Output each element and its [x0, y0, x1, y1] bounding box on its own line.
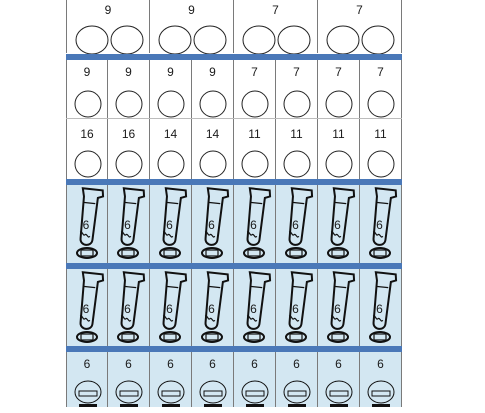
slot-r5-c2[interactable]	[108, 269, 150, 346]
slot-r3-c2[interactable]	[108, 119, 150, 179]
slot-count: 11	[248, 127, 261, 141]
slot-count: 7	[377, 65, 384, 79]
slot-r4-c4[interactable]	[192, 185, 234, 263]
slot-count: 7	[356, 3, 363, 17]
row-6	[66, 352, 402, 407]
circle-icon	[67, 119, 109, 179]
circle-icon	[234, 119, 276, 179]
slot-r4-c6[interactable]	[276, 185, 318, 263]
slot-r3-c1[interactable]	[66, 119, 108, 179]
slot-count: 6	[250, 218, 257, 232]
circle-icon	[108, 119, 150, 179]
slot-count: 6	[292, 302, 299, 316]
slot-r2-c1[interactable]	[66, 60, 108, 118]
slot-count: 6	[208, 302, 215, 316]
bottom-edge	[66, 407, 402, 413]
slot-r3-c6[interactable]	[276, 119, 318, 179]
slot-count: 6	[334, 302, 341, 316]
circle-icon	[360, 119, 402, 179]
slot-count: 6	[334, 218, 341, 232]
slot-r5-c4[interactable]	[192, 269, 234, 346]
circle-icon	[318, 119, 360, 179]
slot-count: 16	[80, 127, 94, 141]
row-4	[66, 185, 402, 263]
slot-count: 9	[104, 3, 112, 17]
slot-r1-c2[interactable]	[150, 0, 234, 53]
slot-count: 6	[124, 302, 131, 316]
slot-r5-c6[interactable]	[276, 269, 318, 346]
slot-count: 6	[335, 357, 342, 371]
slot-count: 6	[376, 218, 383, 232]
cup-icon	[108, 352, 150, 407]
slot-count: 6	[208, 218, 215, 232]
slot-count: 14	[163, 127, 178, 141]
slot-count: 11	[290, 127, 303, 141]
slot-count: 6	[166, 302, 173, 316]
slot-count: 7	[251, 65, 258, 79]
slot-r3-c3[interactable]	[150, 119, 192, 179]
slot-count: 14	[205, 127, 220, 141]
slot-count: 6	[377, 357, 384, 371]
cup-icon	[276, 352, 318, 407]
slot-r2-c2[interactable]	[108, 60, 150, 118]
slot-count: 9	[83, 65, 91, 79]
slot-count: 6	[251, 357, 258, 371]
slot-r4-c1[interactable]	[66, 185, 108, 263]
cup-icon	[192, 352, 234, 407]
slot-r4-c2[interactable]	[108, 185, 150, 263]
slot-count: 9	[125, 65, 132, 79]
slot-count: 6	[124, 218, 131, 232]
slot-count: 6	[293, 357, 300, 371]
circle-icon	[67, 60, 109, 118]
slot-r5-c7[interactable]	[318, 269, 360, 346]
slot-r2-c4[interactable]	[192, 60, 234, 118]
slot-r5-c1[interactable]	[66, 269, 108, 346]
slot-count: 11	[332, 127, 345, 141]
slot-r6-c4[interactable]	[192, 352, 234, 407]
slot-count: 9	[167, 65, 174, 79]
circle-icon	[360, 60, 402, 118]
slot-r6-c2[interactable]	[108, 352, 150, 407]
slot-r5-c5[interactable]	[234, 269, 276, 346]
slot-count: 6	[167, 357, 174, 371]
slot-count: 7	[335, 65, 342, 79]
slot-count: 6	[83, 357, 91, 371]
slot-count: 6	[166, 218, 173, 232]
slot-r6-c5[interactable]	[234, 352, 276, 407]
slot-r2-c8[interactable]	[360, 60, 402, 118]
double-circle-icon	[234, 0, 318, 53]
row-2	[66, 60, 402, 118]
slot-count: 9	[209, 65, 216, 79]
slot-r5-c8[interactable]	[360, 269, 402, 346]
slot-r4-c8[interactable]	[360, 185, 402, 263]
slot-count: 16	[121, 127, 136, 141]
slot-r6-c8[interactable]	[360, 352, 402, 407]
slot-r6-c3[interactable]	[150, 352, 192, 407]
slot-r4-c3[interactable]	[150, 185, 192, 263]
slot-r6-c1[interactable]	[66, 352, 108, 407]
slot-count: 11	[374, 127, 387, 141]
slot-r1-c3[interactable]	[234, 0, 318, 53]
circle-icon	[192, 60, 234, 118]
slot-r6-c7[interactable]	[318, 352, 360, 407]
slot-count: 6	[292, 218, 299, 232]
cup-icon	[67, 352, 109, 407]
slot-r3-c4[interactable]	[192, 119, 234, 179]
slot-count: 7	[293, 65, 300, 79]
slot-grid	[66, 0, 402, 413]
slot-count: 6	[250, 302, 257, 316]
slot-r1-c4[interactable]	[318, 0, 402, 53]
double-circle-icon	[318, 0, 402, 53]
cup-icon	[318, 352, 360, 407]
circle-icon	[108, 60, 150, 118]
slot-r2-c3[interactable]	[150, 60, 192, 118]
circle-icon	[234, 60, 276, 118]
cup-icon	[360, 352, 402, 407]
slot-r1-c1[interactable]	[66, 0, 150, 53]
double-circle-icon	[150, 0, 234, 53]
circle-icon	[276, 119, 318, 179]
row-1	[66, 0, 402, 53]
slot-r6-c6[interactable]	[276, 352, 318, 407]
slot-r5-c3[interactable]	[150, 269, 192, 346]
double-circle-icon	[67, 0, 151, 53]
circle-icon	[150, 119, 192, 179]
slot-r3-c7[interactable]	[318, 119, 360, 179]
circle-icon	[276, 60, 318, 118]
slot-r2-c7[interactable]	[318, 60, 360, 118]
slot-r2-c5[interactable]	[234, 60, 276, 118]
slot-r3-c5[interactable]	[234, 119, 276, 179]
cup-icon	[150, 352, 192, 407]
slot-r2-c6[interactable]	[276, 60, 318, 118]
slot-count: 6	[125, 357, 132, 371]
slot-count: 6	[376, 302, 383, 316]
circle-icon	[318, 60, 360, 118]
slot-count: 6	[82, 302, 90, 316]
circle-icon	[192, 119, 234, 179]
slot-r4-c7[interactable]	[318, 185, 360, 263]
row-3	[66, 118, 402, 179]
slot-count: 6	[209, 357, 216, 371]
circle-icon	[150, 60, 192, 118]
slot-count: 9	[188, 3, 195, 17]
row-5	[66, 269, 402, 346]
cup-icon	[234, 352, 276, 407]
slot-count: 6	[82, 218, 90, 232]
slot-r4-c5[interactable]	[234, 185, 276, 263]
slot-r3-c8[interactable]	[360, 119, 402, 179]
slot-count: 7	[272, 3, 279, 17]
